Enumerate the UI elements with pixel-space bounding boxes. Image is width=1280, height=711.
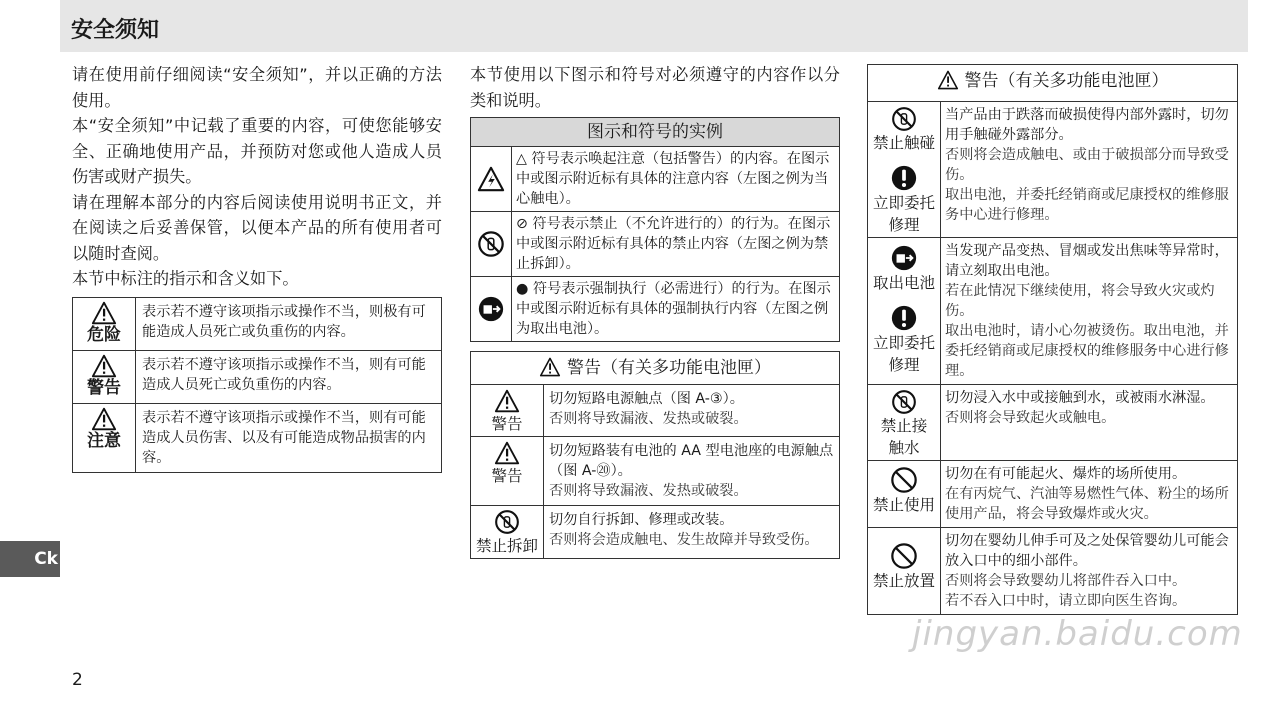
intro-paragraph-4: 本节中标注的指示和含义如下。	[72, 269, 299, 288]
level-label: 注意	[87, 430, 121, 451]
symbol-text: △ 符号表示唤起注意（包括警告）的内容。在图示中或图示附近标有具体的注意内容（左图之例为当心触电）。	[512, 147, 840, 212]
right-warning-title: 警告（有关多功能电池匣）	[964, 71, 1169, 91]
row-text: 切勿在婴幼儿伸手可及之处保管婴幼儿可能会放入口中的细小部件。	[945, 533, 1229, 569]
prohibited-icon	[890, 542, 918, 570]
level-row-danger	[73, 297, 442, 350]
row-text: 否则将会导致起火或触电。	[945, 410, 1116, 426]
symbol-row	[471, 277, 840, 342]
row-label: 禁止接触水	[880, 417, 928, 457]
intro-paragraph-3: 请在理解本部分的内容后阅读使用说明书正文，并在阅读之后妥善保管，以便本产品的所有使用者可以随时查阅。	[72, 192, 442, 263]
level-label: 危险	[87, 324, 121, 345]
row-text: 切勿浸入水中或接触到水，或被雨水淋湿。	[945, 390, 1215, 406]
right-warning-row	[868, 238, 1238, 385]
row-label: 取出电池	[872, 274, 935, 292]
right-warning-box	[867, 64, 1238, 615]
level-row-caution	[73, 403, 442, 472]
symbols-intro: 本节使用以下图示和符号对必须遵守的内容作以分类和说明。	[470, 65, 840, 110]
caution-icon	[91, 407, 117, 431]
no-water-icon	[891, 389, 917, 415]
warning-row	[471, 437, 840, 506]
right-warning-row	[868, 102, 1238, 238]
warning-row	[471, 506, 840, 559]
row-main-text: 切勿短路装有电池的 AA 型电池座的电源触点（图 A-⑳）。	[549, 443, 834, 479]
danger-warning-icon	[91, 301, 117, 325]
row-text: 切勿在有可能起火、爆炸的场所使用。	[945, 466, 1187, 482]
row-sub-text: 否则将会造成触电、发生故障并导致受伤。	[549, 532, 819, 548]
right-warning-row	[868, 528, 1238, 615]
level-text: 表示若不遵守该项指示或操作不当，则极有可能造成人员死亡或负重伤的内容。	[136, 297, 442, 350]
row-sub-text: 否则将导致漏液、发热或破裂。	[549, 411, 748, 427]
row-label: 警告	[491, 415, 523, 433]
level-text: 表示若不遵守该项指示或操作不当，则有可能造成人员伤害、以及有可能造成物品损害的内容。	[136, 403, 442, 472]
no-disassembly-icon	[494, 509, 520, 535]
warning-row	[471, 385, 840, 437]
row-text: 否则将会造成触电、或由于破损部分而导致受伤。	[945, 147, 1229, 183]
remove-battery-icon	[477, 295, 505, 323]
right-column	[867, 64, 1238, 615]
row-label: 立即委托修理	[873, 334, 936, 374]
row-main-text: 切勿短路电源触点（图 A-③）。	[549, 391, 744, 407]
mandatory-icon	[890, 164, 918, 192]
row-main-text: 切勿自行拆卸、修理或改装。	[549, 512, 734, 528]
battery-warning-box	[470, 351, 840, 559]
left-column	[72, 62, 442, 473]
row-label: 立即委托修理	[873, 194, 936, 234]
intro-paragraph-2: 本“安全须知”中记载了重要的内容，可使您能够安全、正确地使用产品，并预防对您或他人造成人员伤害或财产损失。	[72, 116, 442, 186]
page-title: 安全须知	[71, 18, 160, 43]
prohibited-icon	[890, 466, 918, 494]
shock-warning-icon	[477, 165, 505, 193]
row-sub-text: 否则将导致漏液、发热或破裂。	[549, 483, 748, 499]
page-number: 2	[72, 670, 83, 690]
row-label: 禁止触碰	[872, 134, 935, 152]
battery-warning-title: 警告（有关多功能电池匣）	[567, 358, 771, 378]
no-touch-icon	[891, 106, 917, 132]
row-text: 取出电池，并委托经销商或尼康授权的维修服务中心进行修理。	[945, 187, 1229, 223]
battery-warning-title-cell	[471, 352, 840, 385]
row-text: 取出电池时，请小心勿被烫伤。取出电池，并委托经销商或尼康授权的维修服务中心进行修理。	[945, 323, 1229, 379]
row-label: 警告	[491, 467, 523, 485]
right-warning-row	[868, 461, 1238, 528]
symbol-row	[471, 212, 840, 277]
right-warning-row	[868, 385, 1238, 461]
page-header	[60, 0, 1248, 52]
watermark: jingyan.baidu.com	[912, 614, 1243, 654]
row-label: 禁止使用	[872, 496, 935, 514]
intro-paragraph-1: 请在使用前仔细阅读“安全须知”，并以正确的方法使用。	[72, 65, 442, 110]
remove-battery-icon	[890, 244, 918, 272]
symbols-table	[470, 117, 840, 342]
symbols-table-title: 图示和符号的实例	[471, 118, 840, 147]
right-warning-title-cell	[868, 65, 1238, 102]
mandatory-icon	[890, 304, 918, 332]
row-label: 禁止放置	[872, 572, 935, 590]
warning-icon	[494, 441, 520, 465]
hazard-levels-table	[72, 297, 442, 473]
middle-column	[470, 62, 840, 559]
row-text: 当发现产品变热、冒烟或发出焦味等异常时，请立刻取出电池。	[945, 243, 1229, 279]
warning-icon	[494, 389, 520, 413]
row-label: 禁止拆卸	[475, 537, 538, 555]
warning-icon	[937, 70, 959, 90]
level-label: 警告	[87, 377, 121, 398]
symbol-text: ● 符号表示强制执行（必需进行）的行为。在图示中或图示附近标有具体的强制执行内容（左图之例为取出电池）。	[512, 277, 840, 342]
warning-icon	[539, 357, 561, 377]
row-text: 当产品由于跌落而破损使得内部外露时，切勿用手触碰外露部分。	[945, 107, 1229, 143]
warning-icon	[91, 354, 117, 378]
row-text: 否则将会导致婴幼儿将部件吞入口中。	[945, 573, 1187, 589]
level-row-warning	[73, 350, 442, 403]
language-tab[interactable]: Ck	[0, 541, 60, 577]
symbol-text: ⊘ 符号表示禁止（不允许进行的）的行为。在图示中或图示附近标有具体的禁止内容（左图之例为禁止拆卸）。	[512, 212, 840, 277]
row-text: 若在此情况下继续使用，将会导致火灾或灼伤。	[945, 283, 1215, 319]
symbol-row	[471, 147, 840, 212]
row-text: 若不吞入口中时，请立即向医生咨询。	[945, 593, 1187, 609]
no-disassembly-icon	[477, 230, 505, 258]
level-text: 表示若不遵守该项指示或操作不当，则有可能造成人员死亡或负重伤的内容。	[136, 350, 442, 403]
row-text: 在有丙烷气、汽油等易燃性气体、粉尘的场所使用产品，将会导致爆炸或火灾。	[945, 486, 1229, 522]
